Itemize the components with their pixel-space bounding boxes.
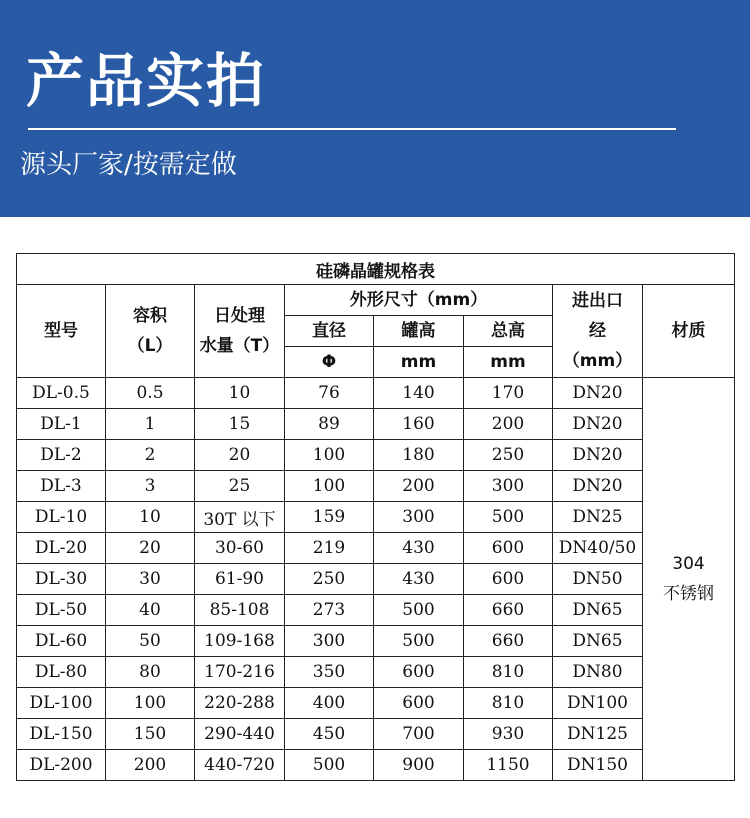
cell-total-height: 200	[464, 409, 553, 440]
table-row	[17, 750, 735, 781]
cell-capacity: 30-60	[195, 533, 285, 564]
header-volume-line1: 容积	[133, 306, 167, 326]
cell-port: DN50	[553, 564, 643, 595]
cell-port: DN100	[553, 688, 643, 719]
cell-volume: 30	[106, 564, 195, 595]
cell-volume: 50	[106, 626, 195, 657]
banner-subtitle: 源头厂家/按需定做	[20, 150, 237, 180]
table-row	[17, 595, 735, 626]
cell-capacity: 15	[195, 409, 285, 440]
cell-diameter: 350	[285, 657, 374, 688]
cell-port: DN80	[553, 657, 643, 688]
cell-capacity: 290-440	[195, 719, 285, 750]
cell-model: DL-200	[17, 750, 106, 781]
cell-diameter: 100	[285, 440, 374, 471]
header-tank-height: 罐高	[374, 316, 464, 347]
cell-volume: 150	[106, 719, 195, 750]
cell-model: DL-0.5	[17, 378, 106, 409]
table-row	[17, 688, 735, 719]
header-port-line1: 进出口	[572, 291, 623, 311]
header-diameter-unit: Φ	[285, 347, 374, 378]
cell-tank-height: 160	[374, 409, 464, 440]
header-total-height: 总高	[464, 316, 553, 347]
cell-model: DL-3	[17, 471, 106, 502]
cell-total-height: 300	[464, 471, 553, 502]
cell-volume: 0.5	[106, 378, 195, 409]
cell-volume: 3	[106, 471, 195, 502]
cell-port: DN20	[553, 440, 643, 471]
cell-diameter: 89	[285, 409, 374, 440]
material-name: 不锈钢	[663, 584, 714, 604]
cell-model: DL-80	[17, 657, 106, 688]
cell-volume: 40	[106, 595, 195, 626]
table-row	[17, 533, 735, 564]
cell-model: DL-60	[17, 626, 106, 657]
cell-total-height: 170	[464, 378, 553, 409]
cell-tank-height: 430	[374, 564, 464, 595]
table-row	[17, 440, 735, 471]
header-banner	[0, 0, 750, 217]
cell-port: DN20	[553, 409, 643, 440]
cell-capacity: 85-108	[195, 595, 285, 626]
cell-model: DL-2	[17, 440, 106, 471]
table-row	[17, 409, 735, 440]
cell-total-height: 930	[464, 719, 553, 750]
cell-port: DN65	[553, 626, 643, 657]
cell-tank-height: 180	[374, 440, 464, 471]
header-tank-height-unit: mm	[374, 347, 464, 378]
cell-diameter: 159	[285, 502, 374, 533]
cell-model: DL-150	[17, 719, 106, 750]
cell-diameter: 400	[285, 688, 374, 719]
cell-model: DL-20	[17, 533, 106, 564]
cell-total-height: 660	[464, 626, 553, 657]
cell-tank-height: 600	[374, 688, 464, 719]
header-capacity-line2: 水量（T）	[199, 336, 280, 356]
cell-tank-height: 500	[374, 595, 464, 626]
cell-port: DN25	[553, 502, 643, 533]
cell-diameter: 273	[285, 595, 374, 626]
cell-diameter: 250	[285, 564, 374, 595]
cell-tank-height: 200	[374, 471, 464, 502]
cell-total-height: 810	[464, 657, 553, 688]
cell-total-height: 810	[464, 688, 553, 719]
header-volume-line2: （L）	[127, 336, 173, 356]
cell-total-height: 660	[464, 595, 553, 626]
table-body	[17, 378, 735, 781]
cell-port: DN150	[553, 750, 643, 781]
banner-divider	[28, 128, 676, 130]
header-capacity	[195, 285, 285, 378]
table-row	[17, 502, 735, 533]
cell-volume: 20	[106, 533, 195, 564]
cell-model: DL-10	[17, 502, 106, 533]
cell-tank-height: 900	[374, 750, 464, 781]
cell-diameter: 300	[285, 626, 374, 657]
cell-capacity: 20	[195, 440, 285, 471]
header-capacity-line1: 日处理	[214, 306, 265, 326]
cell-tank-height: 140	[374, 378, 464, 409]
cell-capacity: 10	[195, 378, 285, 409]
cell-port: DN65	[553, 595, 643, 626]
header-material: 材质	[643, 285, 735, 378]
cell-tank-height: 500	[374, 626, 464, 657]
table-row	[17, 471, 735, 502]
cell-capacity: 440-720	[195, 750, 285, 781]
cell-material	[643, 378, 735, 781]
cell-total-height: 250	[464, 440, 553, 471]
cell-port: DN40/50	[553, 533, 643, 564]
header-dimensions: 外形尺寸（mm）	[285, 285, 553, 316]
cell-volume: 2	[106, 440, 195, 471]
cell-model: DL-100	[17, 688, 106, 719]
cell-capacity: 220-288	[195, 688, 285, 719]
header-total-height-unit: mm	[464, 347, 553, 378]
header-port-line3: （mm）	[562, 351, 633, 371]
cell-diameter: 500	[285, 750, 374, 781]
cell-capacity: 30T 以下	[195, 502, 285, 533]
cell-total-height: 600	[464, 564, 553, 595]
header-volume	[106, 285, 195, 378]
material-grade: 304	[672, 554, 705, 574]
cell-tank-height: 430	[374, 533, 464, 564]
table-row	[17, 626, 735, 657]
cell-volume: 200	[106, 750, 195, 781]
cell-tank-height: 600	[374, 657, 464, 688]
cell-model: DL-30	[17, 564, 106, 595]
cell-diameter: 450	[285, 719, 374, 750]
cell-diameter: 219	[285, 533, 374, 564]
table-row	[17, 564, 735, 595]
cell-diameter: 76	[285, 378, 374, 409]
table-caption: 硅磷晶罐规格表	[17, 254, 735, 285]
cell-port: DN125	[553, 719, 643, 750]
cell-volume: 100	[106, 688, 195, 719]
cell-tank-height: 700	[374, 719, 464, 750]
cell-diameter: 100	[285, 471, 374, 502]
cell-volume: 80	[106, 657, 195, 688]
cell-capacity: 170-216	[195, 657, 285, 688]
cell-model: DL-50	[17, 595, 106, 626]
cell-total-height: 1150	[464, 750, 553, 781]
header-port-line2: 经	[589, 321, 606, 341]
banner-title: 产品实拍	[26, 47, 267, 115]
table-row	[17, 657, 735, 688]
cell-total-height: 600	[464, 533, 553, 564]
cell-model: DL-1	[17, 409, 106, 440]
cell-volume: 1	[106, 409, 195, 440]
cell-port: DN20	[553, 378, 643, 409]
table-row	[17, 719, 735, 750]
cell-total-height: 500	[464, 502, 553, 533]
header-diameter: 直径	[285, 316, 374, 347]
header-port	[553, 285, 643, 378]
cell-capacity: 109-168	[195, 626, 285, 657]
spec-table	[16, 253, 735, 781]
cell-capacity: 61-90	[195, 564, 285, 595]
table-row	[17, 378, 735, 409]
cell-capacity: 25	[195, 471, 285, 502]
header-model: 型号	[17, 285, 106, 378]
cell-volume: 10	[106, 502, 195, 533]
cell-port: DN20	[553, 471, 643, 502]
cell-tank-height: 300	[374, 502, 464, 533]
